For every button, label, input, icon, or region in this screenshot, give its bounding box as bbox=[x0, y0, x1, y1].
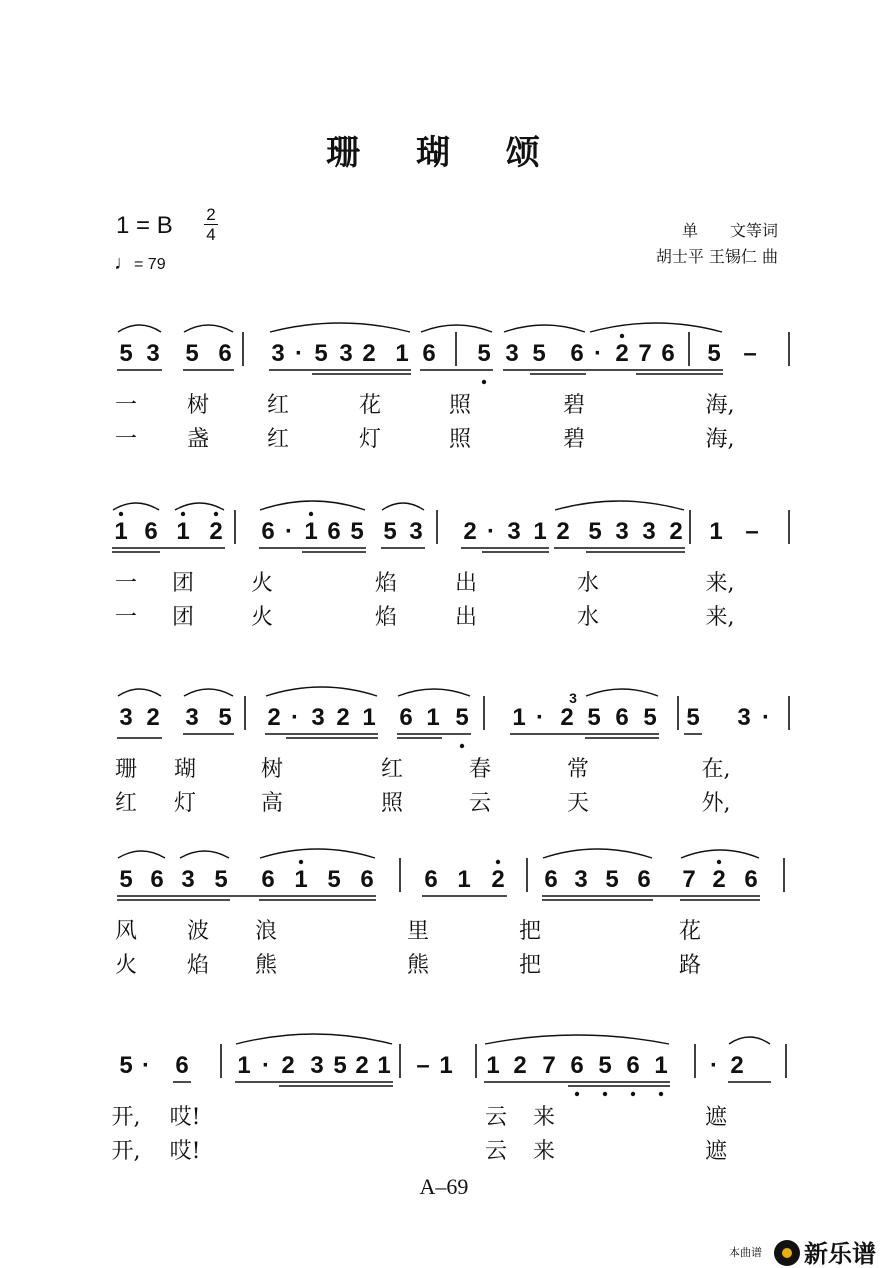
lyric-syllable: 照 bbox=[380, 791, 404, 816]
note: 6 bbox=[150, 866, 164, 893]
lyric-syllable: 开, bbox=[111, 1139, 141, 1164]
watermark-prefix: 本曲谱 bbox=[729, 1246, 762, 1259]
note: 6 bbox=[144, 518, 158, 545]
note: 2 bbox=[336, 704, 350, 731]
lyric-syllable: 一 bbox=[114, 605, 138, 630]
tempo-value: = 79 bbox=[134, 256, 166, 273]
lyric-syllable: 风 bbox=[114, 919, 138, 944]
slur bbox=[184, 325, 233, 332]
note: 3 bbox=[409, 518, 423, 545]
note: 2 bbox=[491, 866, 505, 893]
note: 2 bbox=[556, 518, 570, 545]
note-row bbox=[0, 690, 888, 754]
note: 2 bbox=[669, 518, 683, 545]
lyric-syllable: 珊 bbox=[114, 757, 138, 782]
note: 2 bbox=[362, 340, 376, 367]
lyric-syllable: 遮 bbox=[704, 1139, 728, 1164]
note: 1 bbox=[377, 1052, 391, 1079]
note: 6 bbox=[218, 340, 232, 367]
note: 5 bbox=[314, 340, 328, 367]
lyric-syllable: 树 bbox=[260, 757, 284, 782]
lyric-syllable: 海, bbox=[705, 427, 735, 452]
note: 6 bbox=[360, 866, 374, 893]
note: 3 bbox=[311, 704, 325, 731]
octave-dot-up bbox=[299, 860, 303, 864]
note: · bbox=[762, 704, 770, 731]
slur bbox=[113, 503, 159, 510]
note: 6 bbox=[544, 866, 558, 893]
note: 5 bbox=[119, 866, 133, 893]
note: 6 bbox=[626, 1052, 640, 1079]
lyric-syllable: 云 bbox=[468, 791, 492, 816]
slur bbox=[175, 503, 224, 510]
lyric-syllable: 火 bbox=[250, 571, 274, 596]
note-row bbox=[0, 518, 888, 568]
song-title: 珊 瑚 颂 bbox=[326, 133, 562, 173]
lyric-syllable: 熊 bbox=[406, 953, 430, 978]
note: 5 bbox=[455, 704, 469, 731]
slur bbox=[504, 325, 585, 332]
note: · bbox=[594, 340, 602, 367]
note: – bbox=[743, 340, 757, 367]
slur bbox=[382, 503, 424, 510]
note: 5 bbox=[707, 340, 721, 367]
note: 3 bbox=[507, 518, 521, 545]
note: 3 bbox=[310, 1052, 324, 1079]
note: 3 bbox=[181, 866, 195, 893]
lyric-syllable: 哎! bbox=[169, 1139, 201, 1164]
octave-dot-up bbox=[717, 860, 721, 864]
time-numerator: 2 bbox=[206, 205, 216, 224]
note: 6 bbox=[261, 866, 275, 893]
tempo-marking bbox=[114, 252, 166, 275]
slur bbox=[270, 323, 410, 332]
time-signature bbox=[204, 206, 218, 243]
note: 2 bbox=[560, 704, 574, 731]
lyric-syllable: 红 bbox=[266, 427, 290, 452]
note: 1 bbox=[533, 518, 547, 545]
note: 6 bbox=[615, 704, 629, 731]
note: 2 bbox=[730, 1052, 744, 1079]
lyric-syllable: 盏 bbox=[186, 427, 210, 452]
lyric-syllable: 火 bbox=[114, 953, 138, 978]
lyric-syllable: 灯 bbox=[358, 427, 382, 452]
octave-dot-up bbox=[214, 512, 218, 516]
note: 1 bbox=[237, 1052, 251, 1079]
note: 2 bbox=[463, 518, 477, 545]
note: 7 bbox=[638, 340, 652, 367]
lyric-syllable: 波 bbox=[186, 919, 210, 944]
note: 1 bbox=[426, 704, 440, 731]
lyric-syllable: 焰 bbox=[374, 571, 398, 596]
octave-dot-up bbox=[496, 860, 500, 864]
slur bbox=[586, 689, 658, 696]
note: 3 bbox=[339, 340, 353, 367]
record-icon bbox=[774, 1240, 800, 1266]
lyric-syllable: 碧 bbox=[562, 427, 586, 452]
note: 2 bbox=[355, 1052, 369, 1079]
note: – bbox=[416, 1052, 430, 1079]
note: · bbox=[487, 518, 495, 545]
note: 5 bbox=[119, 1052, 133, 1079]
note: 3 bbox=[574, 866, 588, 893]
lyric-syllable: 路 bbox=[678, 953, 702, 978]
note: 7 bbox=[682, 866, 696, 893]
lyric-syllable: 团 bbox=[171, 571, 195, 596]
lyric-syllable: 瑚 bbox=[173, 757, 197, 782]
note: 1 bbox=[304, 518, 318, 545]
lyric-syllable: 高 bbox=[260, 791, 284, 816]
lyric-syllable: 红 bbox=[380, 757, 404, 782]
note-row bbox=[0, 1052, 888, 1102]
note: 6 bbox=[327, 518, 341, 545]
key-signature: 1 = B bbox=[116, 212, 173, 239]
note: 2 bbox=[146, 704, 160, 731]
lyric-syllable: 外, bbox=[701, 791, 731, 816]
note: 1 bbox=[512, 704, 526, 731]
note: 2 bbox=[267, 704, 281, 731]
note: 2 bbox=[209, 518, 223, 545]
lyric-syllable: 树 bbox=[186, 393, 210, 418]
time-denominator: 4 bbox=[206, 225, 216, 244]
note: 5 bbox=[532, 340, 546, 367]
slur bbox=[118, 325, 161, 332]
note: 2 bbox=[281, 1052, 295, 1079]
note: 5 bbox=[686, 704, 700, 731]
lyric-syllable: 浪 bbox=[254, 919, 278, 944]
note: · bbox=[262, 1052, 270, 1079]
slur bbox=[398, 689, 470, 696]
note: 3 bbox=[146, 340, 160, 367]
lyric-syllable: 来, bbox=[705, 605, 735, 630]
note: 1 bbox=[439, 1052, 453, 1079]
lyric-syllable: 水 bbox=[576, 605, 600, 630]
note: 6 bbox=[637, 866, 651, 893]
slur bbox=[421, 325, 492, 332]
note: 2 bbox=[712, 866, 726, 893]
lyric-syllable: 火 bbox=[250, 605, 274, 630]
lyric-syllable: 红 bbox=[266, 393, 290, 418]
note: 6 bbox=[175, 1052, 189, 1079]
note: 5 bbox=[185, 340, 199, 367]
note: · bbox=[291, 704, 299, 731]
note: · bbox=[536, 704, 544, 731]
watermark-brand bbox=[774, 1234, 876, 1268]
lyric-syllable: 灯 bbox=[173, 791, 197, 816]
octave-dot-up bbox=[620, 334, 624, 338]
lyric-syllable: 焰 bbox=[186, 953, 210, 978]
slur bbox=[260, 501, 365, 510]
note-row bbox=[0, 340, 888, 390]
note: 6 bbox=[424, 866, 438, 893]
note: 3 bbox=[737, 704, 751, 731]
lyric-syllable: 把 bbox=[518, 953, 542, 978]
slur bbox=[236, 1034, 392, 1044]
note: 5 bbox=[350, 518, 364, 545]
note: 5 bbox=[477, 340, 491, 367]
note: 5 bbox=[218, 704, 232, 731]
note: 1 bbox=[395, 340, 409, 367]
octave-dot-up bbox=[181, 512, 185, 516]
slur bbox=[681, 850, 759, 858]
note: 6 bbox=[399, 704, 413, 731]
note: 5 bbox=[333, 1052, 347, 1079]
note: 1 bbox=[176, 518, 190, 545]
note: 3 bbox=[505, 340, 519, 367]
note: 1 bbox=[654, 1052, 668, 1079]
lyric-syllable: 哎! bbox=[169, 1105, 201, 1130]
note: 1 bbox=[457, 866, 471, 893]
lyric-syllable: 焰 bbox=[374, 605, 398, 630]
note: 3 bbox=[615, 518, 629, 545]
lyric-syllable: 熊 bbox=[254, 953, 278, 978]
page-number: A–69 bbox=[419, 1174, 469, 1199]
slur bbox=[543, 849, 652, 858]
lyric-syllable: 海, bbox=[705, 393, 735, 418]
note: 3 bbox=[119, 704, 133, 731]
note: 1 bbox=[362, 704, 376, 731]
note: 3 bbox=[271, 340, 285, 367]
slur bbox=[729, 1037, 770, 1044]
quarter-note-icon: ♩ bbox=[114, 252, 134, 274]
note: 6 bbox=[661, 340, 675, 367]
note: · bbox=[285, 518, 293, 545]
note: 5 bbox=[214, 866, 228, 893]
lyric-syllable: 云 bbox=[484, 1139, 508, 1164]
note: 6 bbox=[744, 866, 758, 893]
lyric-syllable: 把 bbox=[518, 919, 542, 944]
octave-dot-up bbox=[309, 512, 313, 516]
lyric-syllable: 春 bbox=[468, 757, 492, 782]
lyric-syllable: 出 bbox=[454, 605, 478, 630]
note: 6 bbox=[570, 1052, 584, 1079]
note: 5 bbox=[327, 866, 341, 893]
lyric-syllable: 里 bbox=[406, 919, 430, 944]
slur bbox=[485, 1035, 669, 1044]
lyric-syllable: 常 bbox=[566, 757, 590, 782]
grace-note: 3 bbox=[569, 690, 577, 706]
lyric-syllable: 来, bbox=[705, 571, 735, 596]
note: 5 bbox=[643, 704, 657, 731]
slur bbox=[180, 851, 229, 858]
lyric-syllable: 一 bbox=[114, 393, 138, 418]
note: 2 bbox=[513, 1052, 527, 1079]
lyric-syllable: 天 bbox=[566, 791, 590, 816]
lyric-syllable: 照 bbox=[448, 393, 472, 418]
lyricist-credit: 单 文等词 bbox=[681, 221, 778, 240]
note: 1 bbox=[114, 518, 128, 545]
lyric-syllable: 开, bbox=[111, 1105, 141, 1130]
slur bbox=[590, 323, 722, 332]
slur bbox=[555, 501, 684, 510]
note: 5 bbox=[598, 1052, 612, 1079]
composer-credit: 胡士平 王锡仁 曲 bbox=[655, 247, 778, 266]
lyric-syllable: 碧 bbox=[562, 393, 586, 418]
slur bbox=[184, 689, 233, 696]
note: 3 bbox=[642, 518, 656, 545]
note: 6 bbox=[570, 340, 584, 367]
lyric-syllable: 遮 bbox=[704, 1105, 728, 1130]
note: · bbox=[142, 1052, 150, 1079]
note: 3 bbox=[185, 704, 199, 731]
note: · bbox=[295, 340, 303, 367]
lyric-syllable: 团 bbox=[171, 605, 195, 630]
lyric-syllable: 花 bbox=[358, 393, 382, 418]
note: 6 bbox=[261, 518, 275, 545]
note: 7 bbox=[542, 1052, 556, 1079]
note: 6 bbox=[422, 340, 436, 367]
note: 1 bbox=[486, 1052, 500, 1079]
note: – bbox=[745, 518, 759, 545]
note: 1 bbox=[709, 518, 723, 545]
lyric-syllable: 一 bbox=[114, 427, 138, 452]
watermark-brand-text: 新乐谱 bbox=[804, 1240, 876, 1268]
note: 5 bbox=[605, 866, 619, 893]
lyric-syllable: 在, bbox=[701, 757, 731, 782]
lyric-syllable: 花 bbox=[678, 919, 702, 944]
octave-dot-up bbox=[119, 512, 123, 516]
note: 2 bbox=[615, 340, 629, 367]
note: 1 bbox=[294, 866, 308, 893]
note: 5 bbox=[119, 340, 133, 367]
note: 5 bbox=[383, 518, 397, 545]
slur bbox=[266, 687, 377, 696]
lyric-syllable: 来 bbox=[532, 1105, 556, 1130]
slur bbox=[118, 689, 161, 696]
note: 5 bbox=[588, 518, 602, 545]
lyric-syllable: 水 bbox=[576, 571, 600, 596]
lyric-syllable: 照 bbox=[448, 427, 472, 452]
slur bbox=[260, 849, 375, 858]
lyric-syllable: 云 bbox=[484, 1105, 508, 1130]
slur bbox=[118, 851, 165, 858]
lyric-syllable: 红 bbox=[114, 791, 138, 816]
lyric-syllable: 一 bbox=[114, 571, 138, 596]
note: · bbox=[710, 1052, 718, 1079]
note-row bbox=[0, 866, 888, 916]
lyric-syllable: 来 bbox=[532, 1139, 556, 1164]
lyric-syllable: 出 bbox=[454, 571, 478, 596]
note: 5 bbox=[587, 704, 601, 731]
